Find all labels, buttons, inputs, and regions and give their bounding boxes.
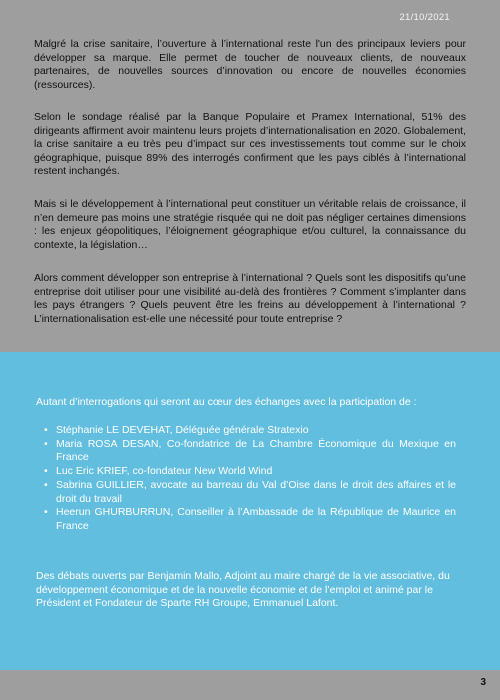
bullet-icon: • bbox=[44, 479, 48, 492]
speaker-text: Luc Eric KRIEF, co-fondateur New World Wind bbox=[56, 465, 273, 478]
paragraph-3: Mais si le développement à l’international peut constituer un véritable relais de croissance, il n’en demeure pas moins une stratégie risquée qui ne doit pas négliger certaines dimensions : les enjeux géopolitiques, l’éloignement géographique et/ou culturel, la connaissance du contexte, la législation… bbox=[34, 198, 466, 251]
bullet-icon: • bbox=[44, 424, 48, 436]
bullet-icon: • bbox=[44, 465, 48, 478]
page-number: 3 bbox=[480, 677, 486, 688]
closing-paragraph: Des débats ouverts par Benjamin Mallo, Adjoint au maire chargé de la vie associative, du développement économique et de la nouvelle économie et de l’emploi et animé par le Président et Fondateur de Sparte RH Groupe, Emmanuel Lafont. bbox=[36, 570, 450, 610]
speaker-list bbox=[44, 424, 456, 534]
paragraph-2: Selon le sondage réalisé par la Banque Populaire et Pramex International, 51% des dirigeants affirment avoir maintenu leurs projets d’internationalisation en 2020. Globalement, la crise sanitaire a eu très peu d’impact sur ces investissements tout comme sur le choix géographique, puisque 89% des interrogés confirment que les pays ciblés à l’international restent inchangés. bbox=[34, 111, 466, 178]
speaker-item bbox=[44, 438, 456, 465]
speaker-text: Sabrina GUILLIER, avocate au barreau du Val d’Oise dans le droit des affaires et le droit du travail bbox=[56, 479, 456, 505]
speaker-text: Heerun GHURBURRUN, Conseiller à l’Ambassade de la République de Maurice en France bbox=[56, 506, 456, 532]
bullet-icon: • bbox=[44, 506, 48, 519]
speaker-text: Stéphanie LE DEVEHAT, Déléguée générale Stratexio bbox=[56, 424, 309, 436]
paragraph-1: Malgré la crise sanitaire, l’ouverture à l’international reste l'un des principaux leviers pour développer sa marque. Elle permet de toucher de nouveaux clients, de nouveaux partenaires, de nouvelles sources d’innovation ou encore de nouvelles économies (ressources). bbox=[34, 38, 466, 91]
speaker-item bbox=[44, 506, 456, 533]
speaker-item bbox=[44, 465, 456, 478]
speakers-panel bbox=[0, 352, 500, 670]
footer bbox=[0, 670, 500, 700]
paragraph-4: Alors comment développer son entreprise à l’international ? Quels sont les dispositifs qu’une entreprise doit utiliser pour une visibilité au-delà des frontières ? Comment s’implanter dans les pays étrangers ? Quels peuvent être les freins au développement à l’international ? L’internationalisation est-elle une nécessité pour toute entreprise ? bbox=[34, 272, 466, 325]
speaker-text: Maria ROSA DESAN, Co-fondatrice de La Chambre Économique du Mexique en France bbox=[56, 437, 456, 464]
speaker-item bbox=[44, 424, 456, 437]
document-date: 21/10/2021 bbox=[399, 12, 450, 23]
panel-intro: Autant d’interrogations qui seront au cœur des échanges avec la participation de : bbox=[36, 396, 417, 408]
bullet-icon: • bbox=[44, 437, 48, 450]
speaker-item bbox=[44, 479, 456, 506]
